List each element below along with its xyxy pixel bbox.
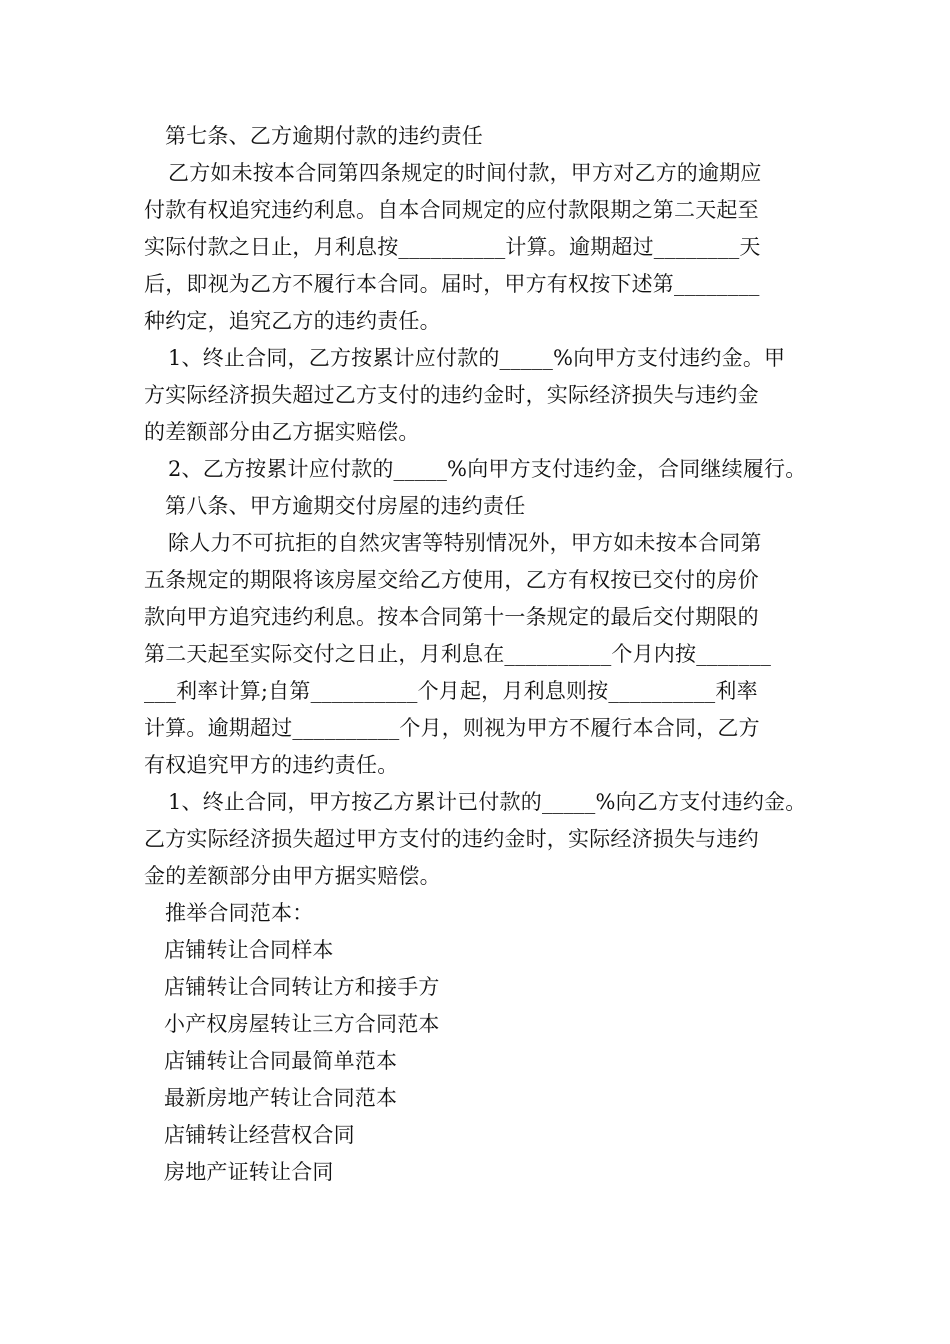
paragraph-line: 款向甲方追究违约利息。按本合同第十一条规定的最后交付期限的 bbox=[144, 605, 759, 629]
recommend-link[interactable]: 店铺转让合同最简单范本 bbox=[164, 1049, 398, 1073]
paragraph-line: 2、乙方按累计应付款的_____%向甲方支付违约金，合同继续履行。 bbox=[168, 457, 807, 481]
recommend-link[interactable]: 最新房地产转让合同范本 bbox=[164, 1086, 398, 1110]
recommend-link[interactable]: 小产权房屋转让三方合同范本 bbox=[164, 1012, 440, 1036]
paragraph-line: 1、终止合同，乙方按累计应付款的_____%向甲方支付违约金。甲 bbox=[168, 346, 786, 370]
paragraph-line: 乙方实际经济损失超过甲方支付的违约金时，实际经济损失与违约 bbox=[144, 827, 759, 851]
paragraph-line: 除人力不可抗拒的自然灾害等特别情况外，甲方如未按本合同第 bbox=[168, 531, 762, 555]
recommend-link[interactable]: 店铺转让合同转让方和接手方 bbox=[164, 975, 440, 999]
paragraph-line: 的差额部分由乙方据实赔偿。 bbox=[144, 420, 420, 444]
paragraph-line: 乙方如未按本合同第四条规定的时间付款，甲方对乙方的逾期应 bbox=[168, 161, 762, 185]
recommend-link[interactable]: 店铺转让经营权合同 bbox=[164, 1123, 355, 1147]
recommend-link[interactable]: 店铺转让合同样本 bbox=[164, 938, 334, 962]
recommend-link[interactable]: 房地产证转让合同 bbox=[164, 1160, 334, 1184]
section-heading-7: 第七条、乙方逾期付款的违约责任 bbox=[165, 124, 483, 148]
paragraph-line: 种约定，追究乙方的违约责任。 bbox=[144, 309, 441, 333]
paragraph-line: ___利率计算;自第__________个月起，月利息则按__________利率 bbox=[144, 679, 758, 703]
paragraph-line: 第二天起至实际交付之日止，月利息在__________个月内按_______ bbox=[144, 642, 772, 666]
paragraph-line: 有权追究甲方的违约责任。 bbox=[144, 753, 399, 777]
paragraph-line: 后，即视为乙方不履行本合同。届时，甲方有权按下述第________ bbox=[144, 272, 760, 296]
document-body bbox=[144, 118, 824, 1191]
paragraph-line: 实际付款之日止，月利息按__________计算。逾期超过________天 bbox=[144, 235, 761, 259]
paragraph-line: 付款有权追究违约利息。自本合同规定的应付款限期之第二天起至 bbox=[144, 198, 759, 222]
paragraph-line: 计算。逾期超过__________个月，则视为甲方不履行本合同，乙方 bbox=[144, 716, 760, 740]
recommend-heading: 推举合同范本： bbox=[165, 901, 314, 925]
paragraph-line: 金的差额部分由甲方据实赔偿。 bbox=[144, 864, 441, 888]
paragraph-line: 1、终止合同，甲方按乙方累计已付款的_____%向乙方支付违约金。 bbox=[168, 790, 807, 814]
paragraph-line: 五条规定的期限将该房屋交给乙方使用，乙方有权按已交付的房价 bbox=[144, 568, 759, 592]
paragraph-line: 方实际经济损失超过乙方支付的违约金时，实际经济损失与违约金 bbox=[144, 383, 759, 407]
section-heading-8: 第八条、甲方逾期交付房屋的违约责任 bbox=[165, 494, 526, 518]
